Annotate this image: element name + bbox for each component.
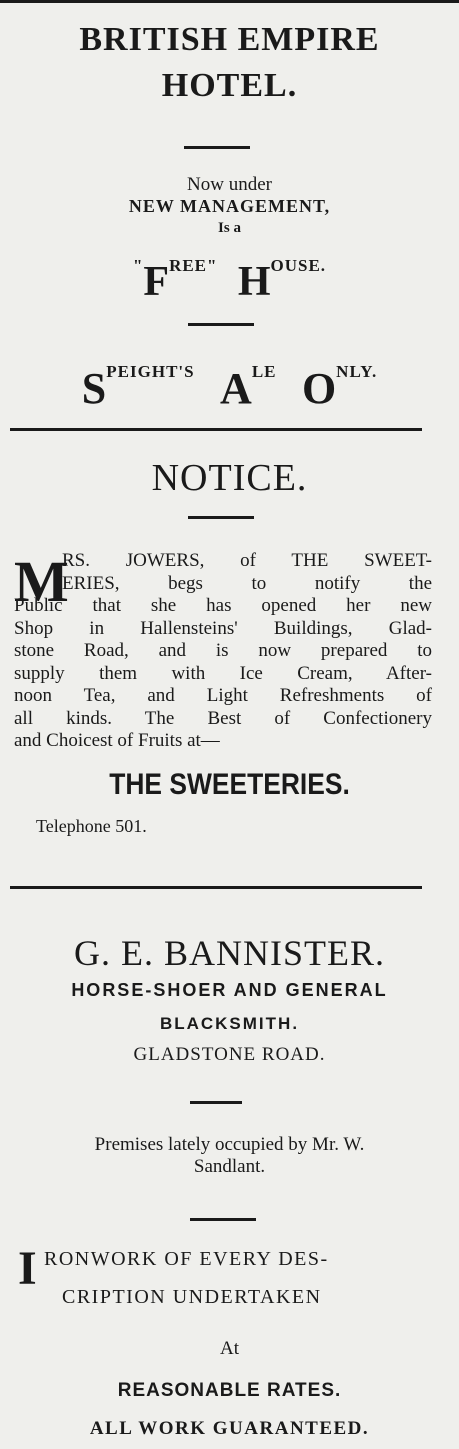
premises-line2: Sandlant. xyxy=(193,1156,266,1177)
notice-line: stone Road, and is now prepared to xyxy=(14,640,432,661)
ale-rest: LE xyxy=(251,362,277,381)
bannister-trade-line1: HORSE-SHOER AND GENERAL xyxy=(71,980,388,1000)
notice-line: supply them with Ice Cream, After- xyxy=(14,662,432,684)
section-rule xyxy=(10,886,422,889)
section-rule xyxy=(10,428,422,431)
reasonable-rates: REASONABLE RATES. xyxy=(117,1380,342,1401)
hotel-title-line2: HOTEL. xyxy=(161,67,298,104)
at-label: At xyxy=(220,1338,239,1359)
free-rest: REE" xyxy=(169,256,218,275)
short-divider xyxy=(188,516,254,519)
speights-rest: PEIGHT'S xyxy=(106,362,195,381)
notice-line: noon Tea, and Light Refreshments of xyxy=(14,685,432,706)
quote-mark: " xyxy=(132,256,144,275)
telephone-number: Telephone 501. xyxy=(36,816,147,836)
only-initial: O xyxy=(301,364,337,413)
notice-line: all kinds. The Best of Confectionery xyxy=(14,707,432,729)
all-work-guaranteed: ALL WORK GUARANTEED. xyxy=(89,1418,370,1439)
ironwork-line2: CRIPTION UNDERTAKEN xyxy=(62,1286,322,1308)
notice-dropcap: M xyxy=(14,549,69,614)
bannister-name: G. E. BANNISTER. xyxy=(74,933,385,973)
notice-body xyxy=(14,550,432,753)
house-initial: H xyxy=(237,259,271,305)
ironwork-dropcap: I xyxy=(18,1242,37,1295)
only-rest: NLY. xyxy=(336,362,378,381)
short-divider xyxy=(188,323,254,326)
speights-initial: S xyxy=(81,364,107,413)
short-divider xyxy=(190,1218,256,1221)
premises-line1: Premises lately occupied by Mr. W. xyxy=(94,1134,365,1155)
speights-ale-only-line xyxy=(0,344,459,417)
bannister-address: GLADSTONE ROAD. xyxy=(133,1044,326,1065)
notice-line: Public that she has opened her new xyxy=(14,595,432,616)
house-rest: OUSE. xyxy=(270,256,327,275)
short-divider xyxy=(184,146,250,149)
ironwork-line1: RONWORK OF EVERY DES- xyxy=(44,1248,329,1270)
notice-line: and Choicest of Fruits at— xyxy=(14,730,220,751)
short-divider xyxy=(190,1101,242,1104)
notice-line: ERIES, begs to notify the xyxy=(62,572,432,594)
top-border-rule xyxy=(0,0,459,3)
sweeteries-name: THE SWEETERIES. xyxy=(109,768,350,801)
free-house-line xyxy=(0,238,459,310)
hotel-is-a: Is a xyxy=(218,220,241,236)
notice-line: RS. JOWERS, of THE SWEET- xyxy=(62,550,432,571)
ale-initial: A xyxy=(220,364,252,413)
notice-line: Shop in Hallensteins' Buildings, Glad- xyxy=(14,617,432,639)
hotel-title-line1: BRITISH EMPIRE xyxy=(79,21,380,58)
hotel-new-management: NEW MANAGEMENT, xyxy=(128,196,331,216)
free-initial: F xyxy=(143,259,170,305)
notice-heading: NOTICE. xyxy=(151,457,308,499)
hotel-now-under: Now under xyxy=(187,174,272,195)
bannister-trade-line2: BLACKSMITH. xyxy=(159,1014,300,1033)
